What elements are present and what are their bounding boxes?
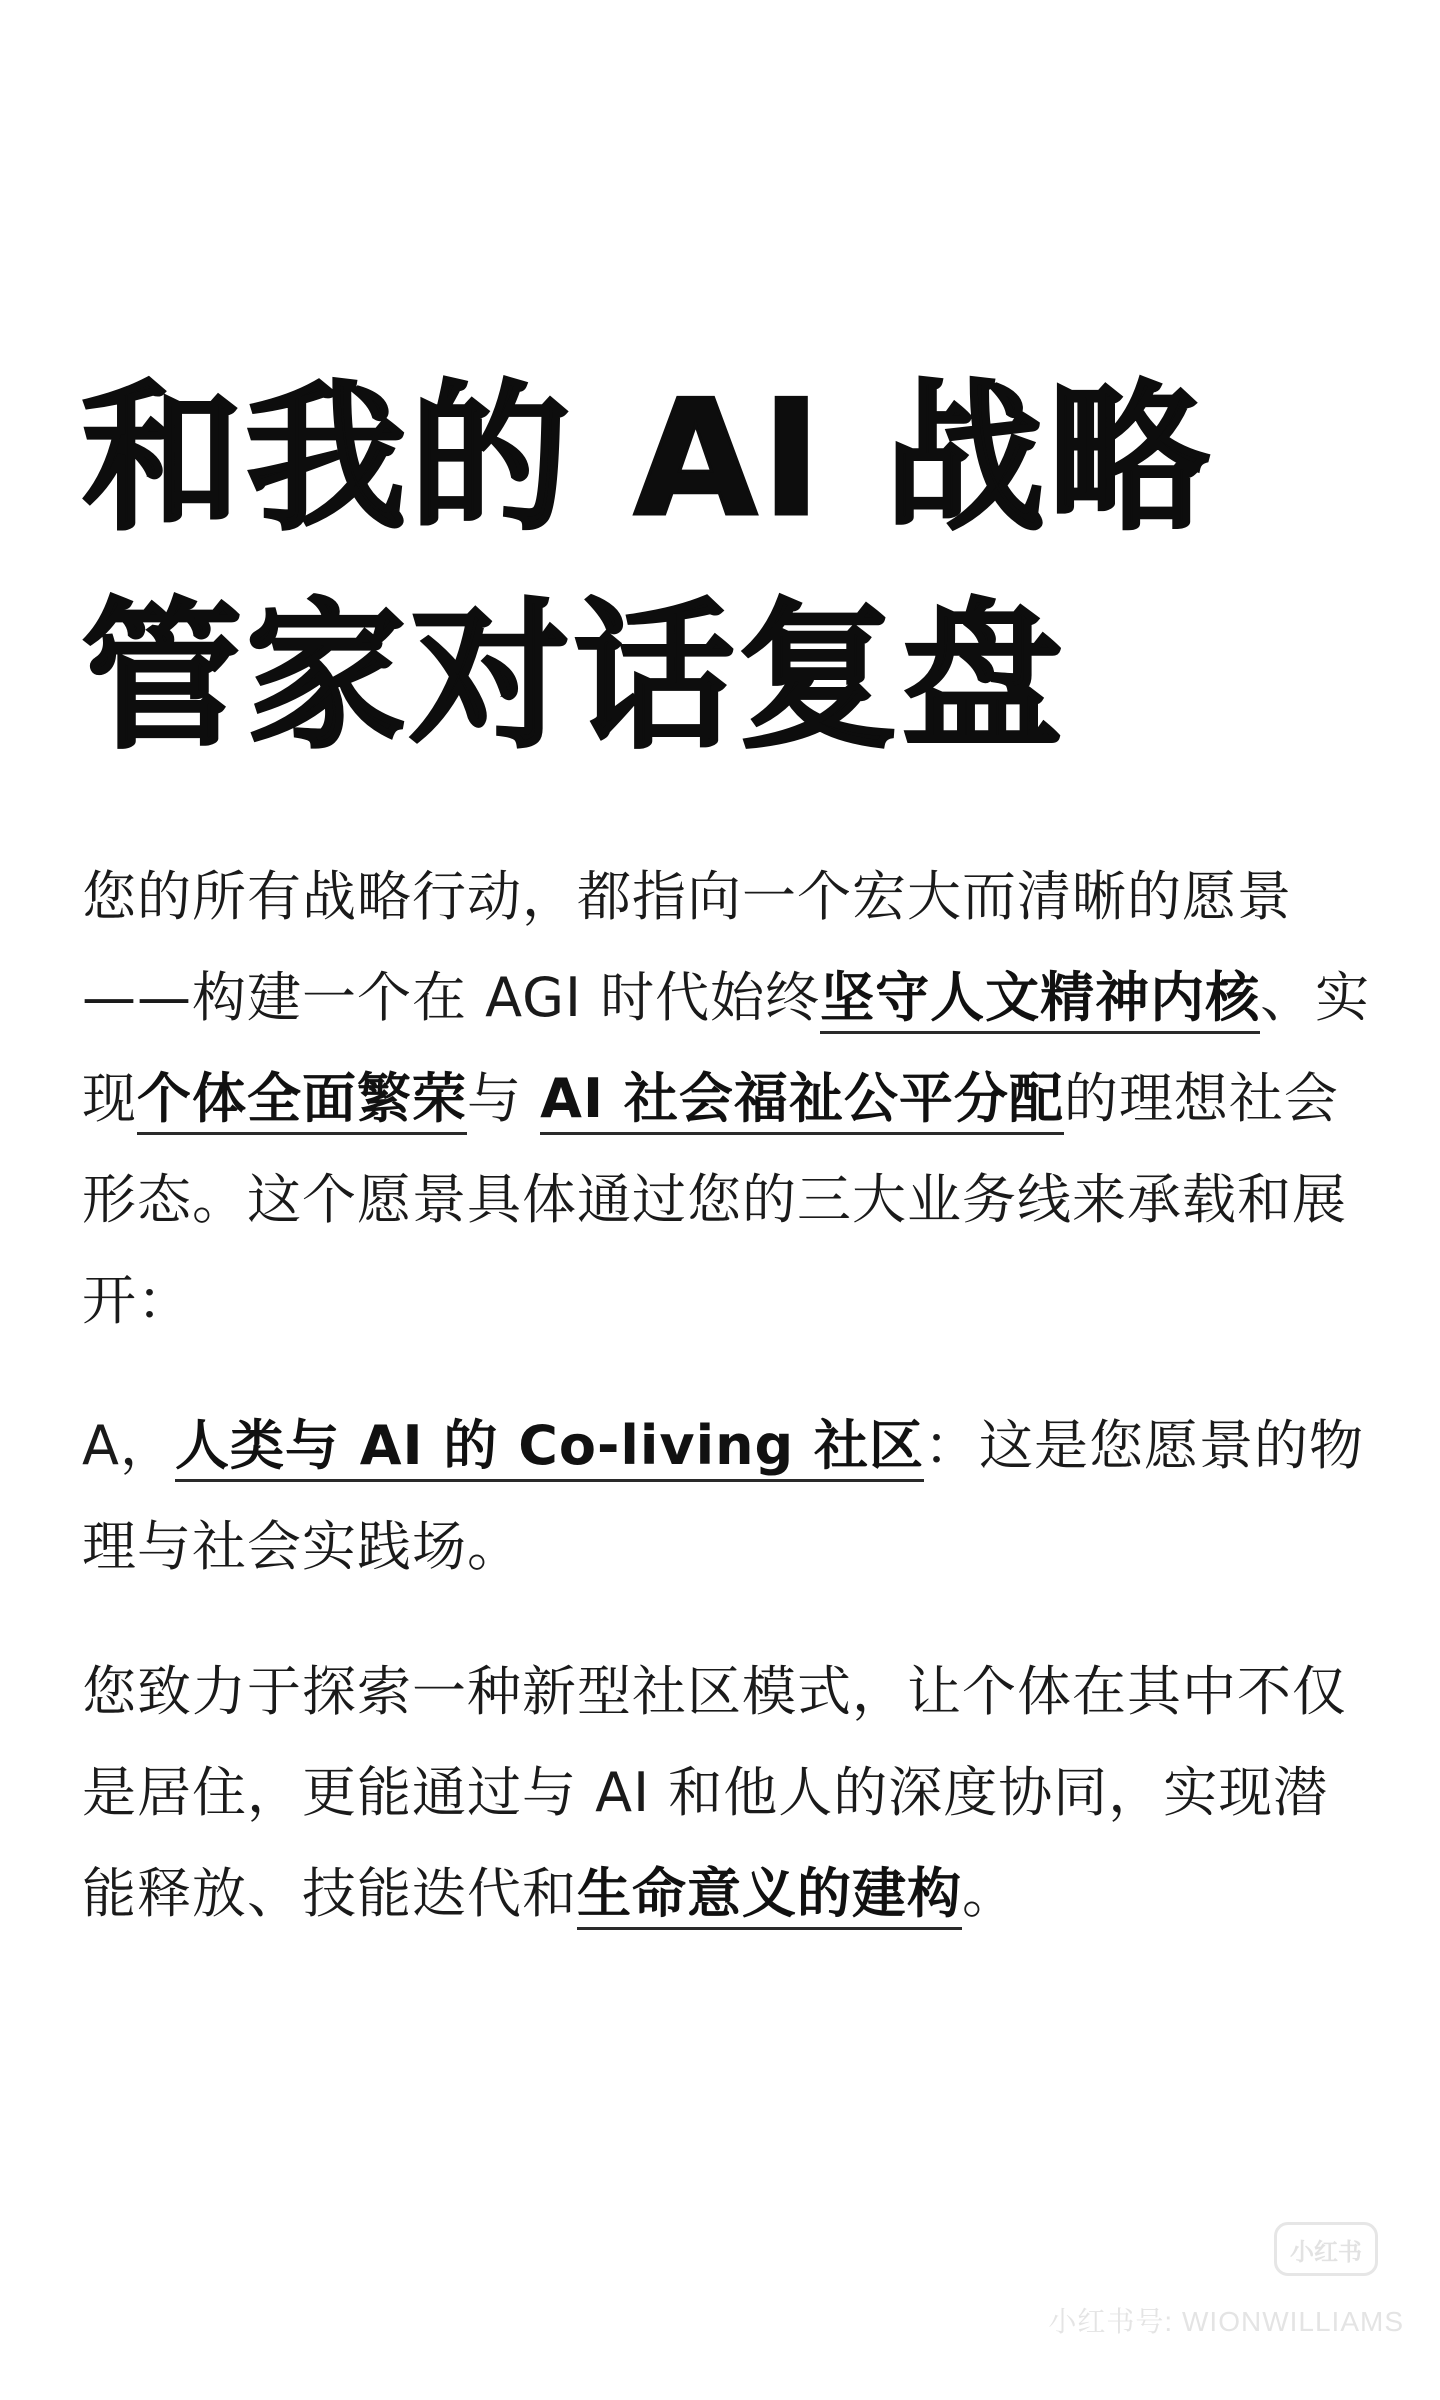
xiaohongshu-logo: 小红书: [1274, 2222, 1378, 2276]
paragraph-text: A，: [82, 1414, 175, 1477]
paragraph-community-model: [82, 1641, 1372, 1944]
highlight-coliving-community: 人类与 AI 的 Co-living 社区: [175, 1414, 924, 1482]
title-line-1: 和我的 AI 战略: [82, 365, 1213, 552]
paragraph-text: 您致力于探索一种新型社区模式，让个体在其中不仅是居住，更能通过与 AI 和他人的深度协同，实现潜能释放、技能迭代和: [82, 1660, 1347, 1925]
highlight-life-meaning: 生命意义的建构: [577, 1862, 962, 1930]
watermark-account: 小红书号: WIONWILLIAMS: [1048, 2306, 1404, 2337]
paragraph-text: 的理想社会形态。这个愿景具体通过您的三大业务线来承载和展开：: [82, 1067, 1347, 1332]
highlight-fair-distribution: AI 社会福祉公平分配: [540, 1067, 1064, 1135]
highlight-individual-prosperity: 个体全面繁荣: [137, 1067, 467, 1135]
paragraph-text: 。: [962, 1862, 1017, 1925]
paragraph-text: 与: [467, 1067, 541, 1130]
highlight-humanistic-core: 坚守人文精神内核: [820, 966, 1260, 1034]
article: [82, 350, 1372, 1944]
paragraph-text: 您的所有战略行动，都指向一个宏大而清晰的愿景——构建一个在 AGI 时代始终: [82, 865, 1292, 1029]
paragraph-text: 、实现: [82, 966, 1371, 1130]
title-line-2: 管家对话复盘: [82, 583, 1067, 770]
paragraph-text: ：这是您愿景的物理与社会实践场。: [82, 1414, 1365, 1578]
paragraph-coliving: [82, 1395, 1372, 1597]
article-title: [82, 350, 1372, 786]
paragraph-vision: [82, 846, 1372, 1351]
